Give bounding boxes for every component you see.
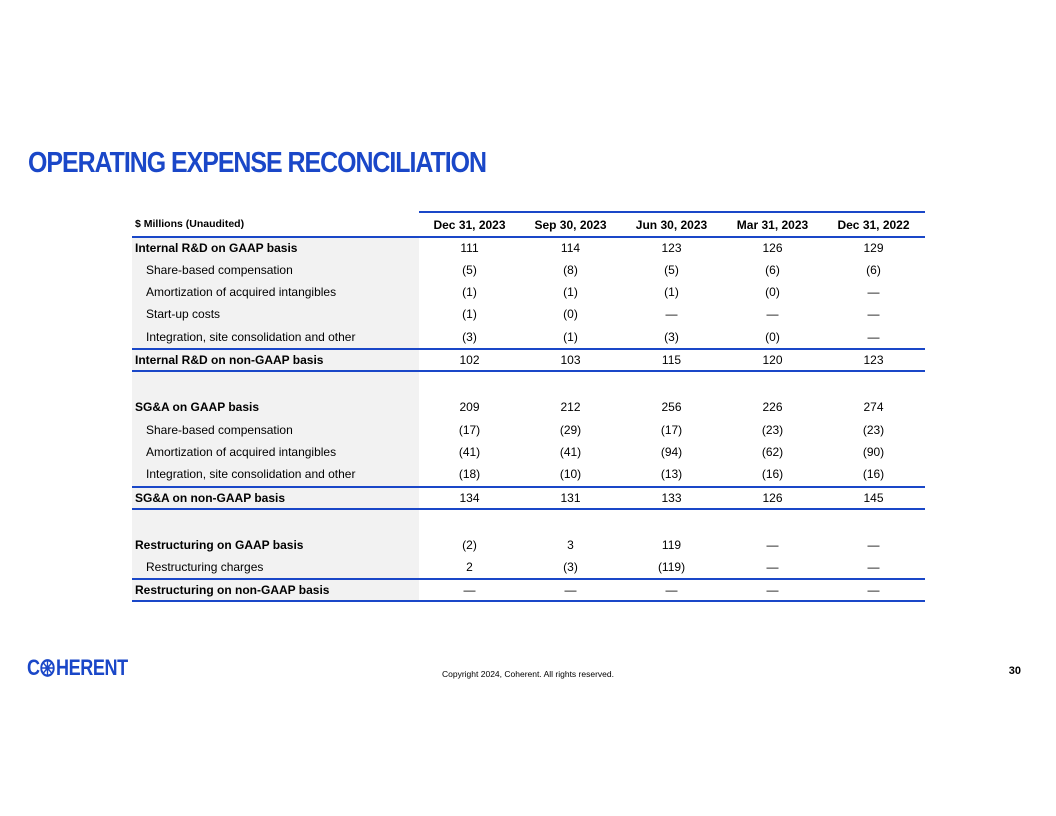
table-cell: (1) (664, 284, 679, 299)
table-cell: — (665, 307, 678, 322)
table-cell: (0) (563, 307, 578, 322)
copyright-text: Copyright 2024, Coherent. All rights reserved. (442, 669, 614, 679)
table-cell: (1) (462, 284, 477, 299)
table-cell: 114 (560, 241, 581, 256)
row-label: Integration, site consolidation and other (132, 463, 419, 485)
table-cell: 119 (661, 537, 682, 552)
table-cell: — (665, 583, 678, 598)
table-cell: (1) (563, 284, 578, 299)
row-label: Restructuring on GAAP basis (132, 534, 419, 556)
table-cell: (119) (657, 560, 686, 575)
rnd-gaap-row (132, 236, 925, 258)
column-header: Dec 31, 2023 (433, 217, 506, 232)
table-cell: — (766, 307, 779, 322)
table-cell: — (463, 583, 476, 598)
row-label: Share-based compensation (132, 418, 419, 440)
table-cell: (6) (765, 262, 780, 277)
header-units-label: $ Millions (Unaudited) (132, 211, 419, 236)
table-cell: — (867, 537, 880, 552)
logo-letter: C (27, 655, 40, 680)
table-cell: (5) (462, 262, 477, 277)
table-cell: (6) (866, 262, 881, 277)
table-cell: (2) (462, 537, 477, 552)
sga-gaap-row (132, 396, 925, 418)
table-cell: (17) (458, 422, 481, 437)
table-cell: (3) (563, 560, 578, 575)
table-cell: 103 (560, 352, 581, 367)
table-cell: 2 (466, 560, 473, 575)
table-cell: 226 (762, 400, 783, 415)
table-cell: 3 (567, 537, 574, 552)
row-label: Amortization of acquired intangibles (132, 281, 419, 303)
table-cell: (18) (458, 467, 481, 482)
table-cell: (3) (664, 329, 679, 344)
row-label: Internal R&D on non-GAAP basis (132, 350, 419, 370)
table-cell: 102 (459, 352, 480, 367)
table-cell: (10) (559, 467, 582, 482)
table-cell: — (766, 537, 779, 552)
table-cell: (1) (563, 329, 578, 344)
table-cell: (23) (862, 422, 885, 437)
section-spacer (132, 372, 925, 396)
table-cell: 111 (460, 241, 479, 256)
table-cell: (41) (458, 444, 481, 459)
table-cell: 131 (560, 490, 581, 505)
rnd-adjustment-row (132, 258, 925, 280)
page-number: 30 (1008, 665, 1021, 677)
row-label: Restructuring on non-GAAP basis (132, 580, 419, 600)
table-cell: — (867, 329, 880, 344)
row-label: Integration, site consolidation and other (132, 326, 419, 348)
restructuring-non-gaap-row (132, 578, 925, 602)
table-cell: (0) (765, 284, 780, 299)
restructuring-gaap-row (132, 534, 925, 556)
table-cell: (23) (761, 422, 784, 437)
table-cell: (13) (660, 467, 683, 482)
table-cell: (16) (761, 467, 784, 482)
sga-adjustment-row (132, 418, 925, 440)
table-cell: (1) (462, 307, 477, 322)
table-cell: 209 (459, 400, 480, 415)
table-cell: (3) (462, 329, 477, 344)
table-cell: 126 (762, 490, 783, 505)
column-header: Dec 31, 2022 (837, 217, 910, 232)
table-cell: (0) (765, 329, 780, 344)
table-cell: — (867, 284, 880, 299)
table-cell: 115 (661, 352, 682, 367)
table-cell: (90) (862, 444, 885, 459)
row-label: Restructuring charges (132, 556, 419, 578)
table-cell: 134 (459, 490, 480, 505)
table-cell: 256 (661, 400, 682, 415)
table-cell: (8) (563, 262, 578, 277)
table-cell: 126 (762, 241, 783, 256)
row-label: Amortization of acquired intangibles (132, 441, 419, 463)
table-cell: 212 (560, 400, 581, 415)
table-cell: — (867, 560, 880, 575)
table-cell: — (766, 560, 779, 575)
row-label: Internal R&D on GAAP basis (132, 238, 419, 258)
rnd-adjustment-row (132, 281, 925, 303)
table-cell: — (867, 307, 880, 322)
row-label: Share-based compensation (132, 258, 419, 280)
table-cell: 123 (863, 352, 884, 367)
table-cell: 145 (863, 490, 884, 505)
table-cell: (17) (660, 422, 683, 437)
column-header: Sep 30, 2023 (534, 217, 607, 232)
table-cell: (16) (862, 467, 885, 482)
sga-adjustment-row (132, 463, 925, 485)
column-header: Jun 30, 2023 (635, 217, 708, 232)
table-cell: (29) (559, 422, 582, 437)
table-cell: 123 (661, 241, 682, 256)
table-cell: (41) (559, 444, 582, 459)
sga-non-gaap-row (132, 486, 925, 510)
row-label: Start-up costs (132, 303, 419, 325)
column-header: Mar 31, 2023 (736, 217, 809, 232)
row-label: SG&A on non-GAAP basis (132, 488, 419, 508)
restructuring-adjustment-row (132, 556, 925, 578)
table-cell: 133 (661, 490, 682, 505)
table-cell: — (564, 583, 577, 598)
table-cell: (5) (664, 262, 679, 277)
table-cell: — (867, 583, 880, 598)
table-cell: — (766, 583, 779, 598)
rnd-adjustment-row (132, 303, 925, 325)
page-title: OPERATING EXPENSE RECONCILIATION (28, 147, 486, 179)
table-cell: (62) (761, 444, 784, 459)
row-label: SG&A on GAAP basis (132, 396, 419, 418)
rnd-adjustment-row (132, 326, 925, 348)
table-cell: 129 (863, 241, 884, 256)
sga-adjustment-row (132, 441, 925, 463)
section-spacer (132, 510, 925, 534)
logo-text: HERENT (56, 655, 128, 680)
table-cell: 274 (863, 400, 884, 415)
table-cell: 120 (762, 352, 783, 367)
table-header-row (132, 211, 925, 236)
table-cell: (94) (660, 444, 683, 459)
rnd-non-gaap-row (132, 348, 925, 372)
opex-reconciliation-table (132, 211, 925, 602)
